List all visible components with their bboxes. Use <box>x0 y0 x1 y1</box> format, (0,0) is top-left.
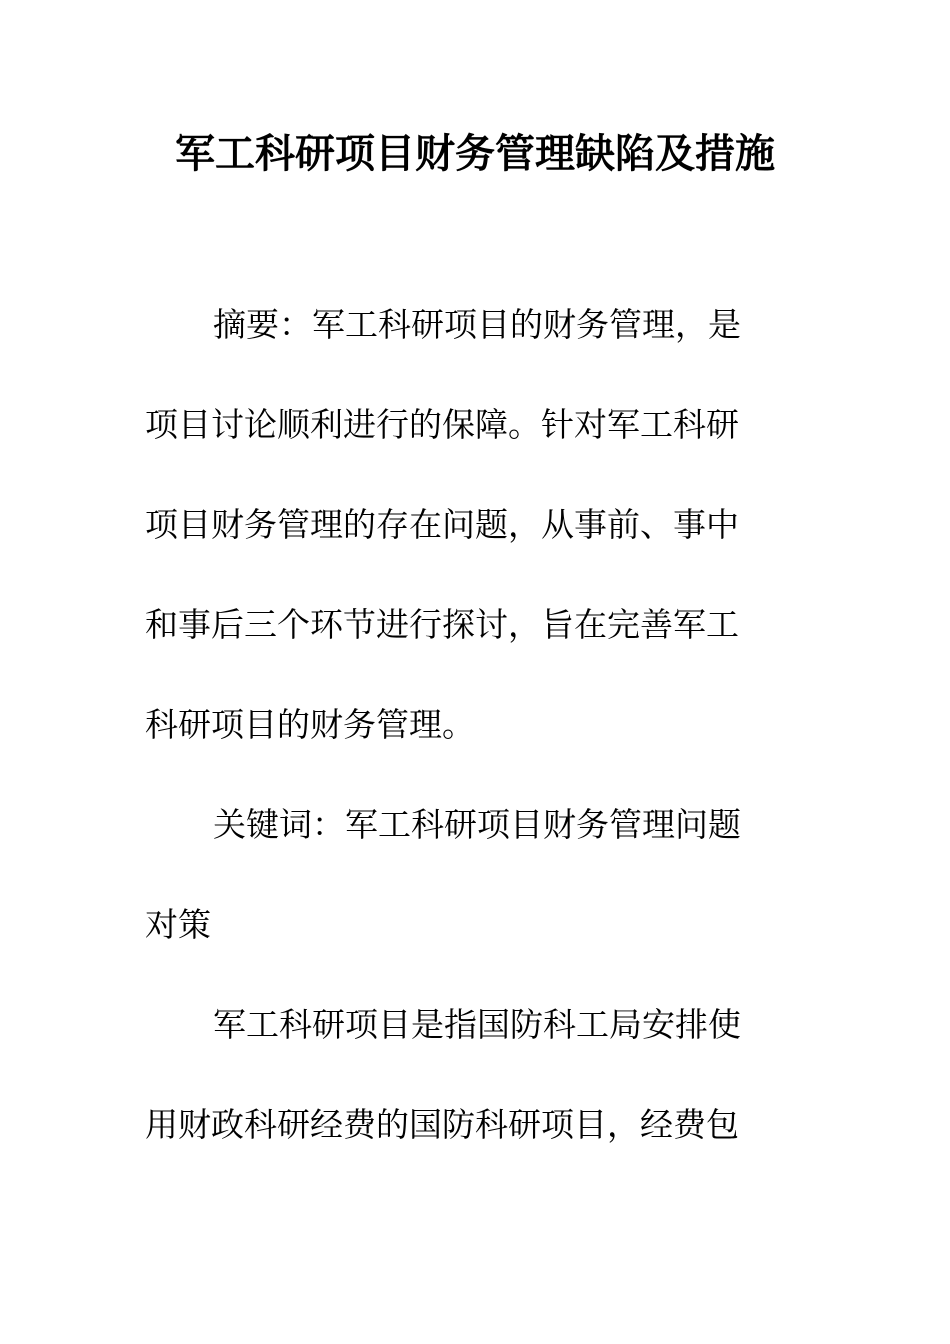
abstract-line-5: 科研项目的财务管理。 <box>145 705 475 744</box>
body-line-1: 军工科研项目是指国防科工局安排使 <box>213 1005 741 1044</box>
abstract-line-3: 项目财务管理的存在问题，从事前、事中 <box>145 505 739 544</box>
keywords-line-1: 关键词：军工科研项目财务管理问题 <box>213 805 741 844</box>
document-title: 军工科研项目财务管理缺陷及措施 <box>175 131 775 177</box>
keywords-line-2: 对策 <box>145 905 211 944</box>
body-line-2: 用财政科研经费的国防科研项目，经费包 <box>145 1105 739 1144</box>
abstract-line-1: 摘要：军工科研项目的财务管理，是 <box>213 305 741 344</box>
abstract-line-2: 项目讨论顺利进行的保障。针对军工科研 <box>145 405 739 444</box>
abstract-line-4: 和事后三个环节进行探讨，旨在完善军工 <box>145 605 739 644</box>
